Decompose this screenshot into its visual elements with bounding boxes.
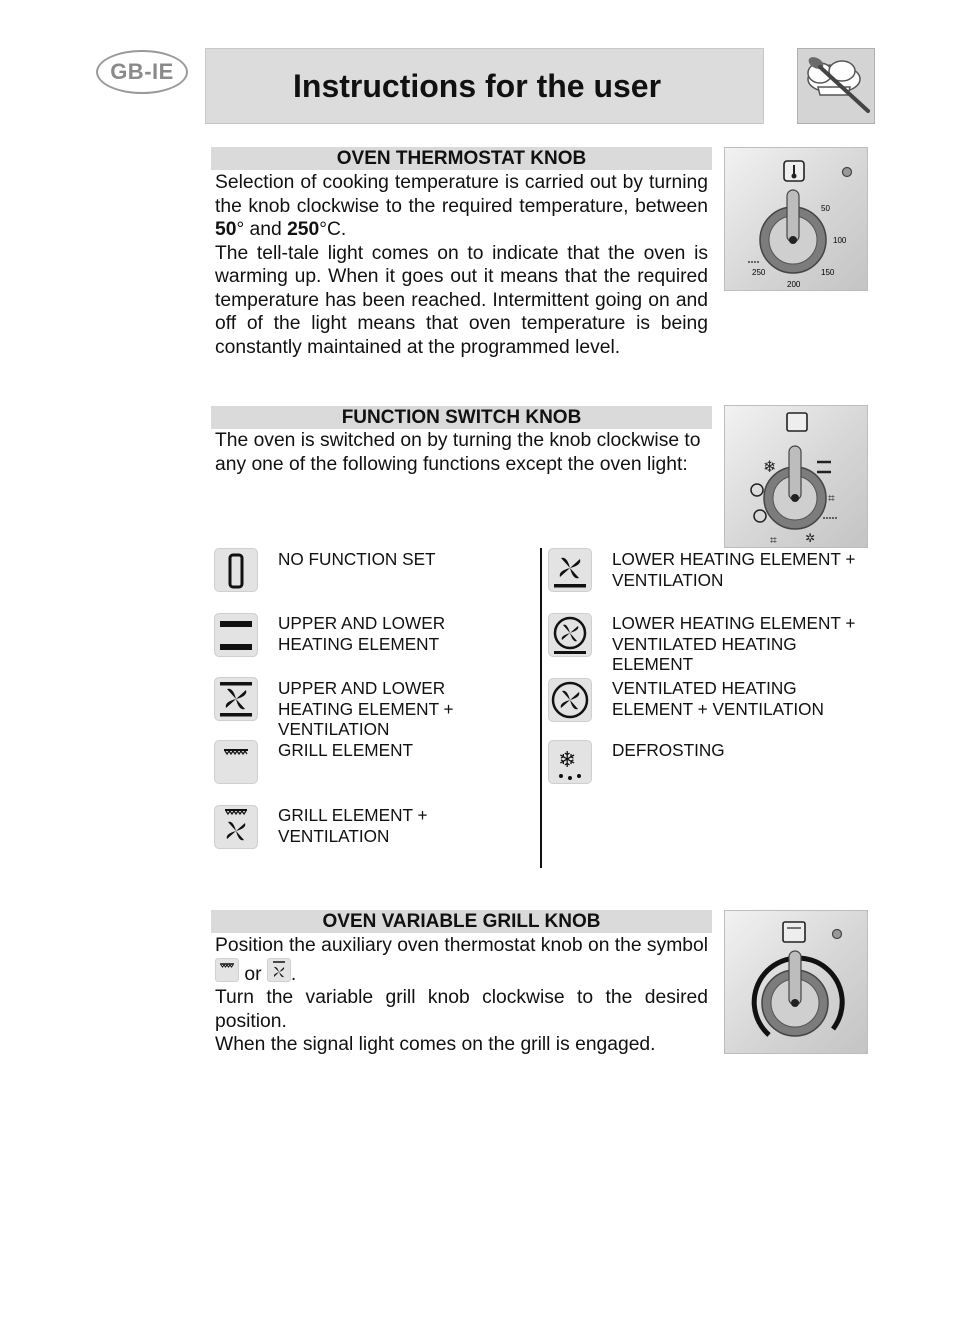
dial-label-50: 50 <box>821 204 830 213</box>
grill-knob-heading: OVEN VARIABLE GRILL KNOB <box>211 910 712 933</box>
no-function-icon <box>214 548 258 592</box>
grill-paragraph-1 <box>215 934 708 986</box>
grill-p1-a: Position the auxiliary oven thermostat knob on the symbol <box>215 935 709 956</box>
grill-p1-or: or <box>239 963 267 985</box>
max-temp: 250 <box>287 219 320 240</box>
function-label-lower-ventilated: LOWER HEATING ELEMENT + VENTILATED HEATING ELEMENT <box>612 613 856 674</box>
lower-ventilated-heating-icon <box>548 613 592 657</box>
function-switch-paragraph: The oven is switched on by turning the knob clockwise to any one of the following functions except the oven light: <box>215 430 701 475</box>
ventilated-heating-icon <box>548 678 592 722</box>
function-knob-illustration <box>725 406 867 547</box>
grill-paragraph-2: Turn the variable grill knob clockwise to the desired position. <box>215 987 708 1032</box>
thermostat-heading: OVEN THERMOSTAT KNOB <box>211 147 712 170</box>
thermostat-p1-c: °C. <box>319 219 347 240</box>
upper-lower-fan-icon <box>214 677 258 721</box>
indicator-light <box>843 168 852 177</box>
function-label-defrost: DEFROSTING <box>612 740 725 760</box>
chef-logo <box>797 48 875 124</box>
dial-label-150: 150 <box>821 268 835 277</box>
min-temp: 50 <box>215 219 237 240</box>
page-title: Instructions for the user <box>293 67 662 104</box>
defrost-icon <box>548 740 592 784</box>
language-badge <box>96 50 188 94</box>
function-label-grill-fan: GRILL ELEMENT + VENTILATION <box>278 805 428 846</box>
signal-light <box>833 930 842 939</box>
dial-label-250: 250 <box>752 268 766 277</box>
svg-text:⌗: ⌗ <box>770 533 777 547</box>
grill-icon <box>214 740 258 784</box>
chef-hat-spoon-icon <box>798 49 874 123</box>
title-bar <box>205 48 764 124</box>
dial-label-200: 200 <box>787 280 801 289</box>
dial-label-100: 100 <box>833 236 847 245</box>
function-switch-heading: FUNCTION SWITCH KNOB <box>211 406 712 429</box>
function-switch-text <box>215 429 705 476</box>
function-label-grill: GRILL ELEMENT <box>278 740 413 760</box>
thermostat-p1-b: ° and <box>236 219 288 240</box>
thermostat-text <box>215 171 708 359</box>
thermostat-paragraph-1 <box>215 171 708 242</box>
grill-inline-icon <box>215 958 239 982</box>
thermostat-p1-a: Selection of cooking temperature is carried out by turning the knob clockwise to the required temperature, between <box>215 172 708 217</box>
lower-fan-icon <box>548 548 592 592</box>
thermostat-knob-illustration <box>725 148 867 290</box>
grill-knob-image <box>724 910 868 1054</box>
upper-lower-heating-icon <box>214 613 258 657</box>
function-knob-image <box>724 405 868 548</box>
function-label-upper-lower-fan: UPPER AND LOWER HEATING ELEMENT + VENTILATION <box>278 678 454 739</box>
thermostat-knob-image <box>724 147 868 291</box>
function-label-no-function: NO FUNCTION SET <box>278 549 436 569</box>
column-divider <box>540 548 542 868</box>
svg-text:⌗: ⌗ <box>828 491 835 505</box>
function-label-upper-lower: UPPER AND LOWER HEATING ELEMENT <box>278 613 446 654</box>
grill-p1-end: . <box>290 963 297 985</box>
grill-fan-inline-icon <box>267 958 291 982</box>
grill-paragraph-3: When the signal light comes on the grill is engaged. <box>215 1034 656 1055</box>
thermostat-paragraph-2: The tell-tale light comes on to indicate that the oven is warming up. When it goes out it means that the required temperature has been reached. Intermittent going on and off of the light means that oven temperature is being constantly maintained at the programmed level. <box>215 242 708 358</box>
grill-fan-icon <box>214 805 258 849</box>
grill-knob-text <box>215 934 708 1057</box>
svg-text:❄: ❄ <box>558 748 577 773</box>
svg-text:❄: ❄ <box>763 457 777 476</box>
badge-text: GB-IE <box>110 59 174 84</box>
function-label-lower-fan: LOWER HEATING ELEMENT + VENTILATION <box>612 549 856 590</box>
grill-knob-illustration <box>725 911 867 1053</box>
svg-text:✲: ✲ <box>805 531 816 545</box>
function-label-ventilated-heating: VENTILATED HEATING ELEMENT + VENTILATION <box>612 678 824 719</box>
